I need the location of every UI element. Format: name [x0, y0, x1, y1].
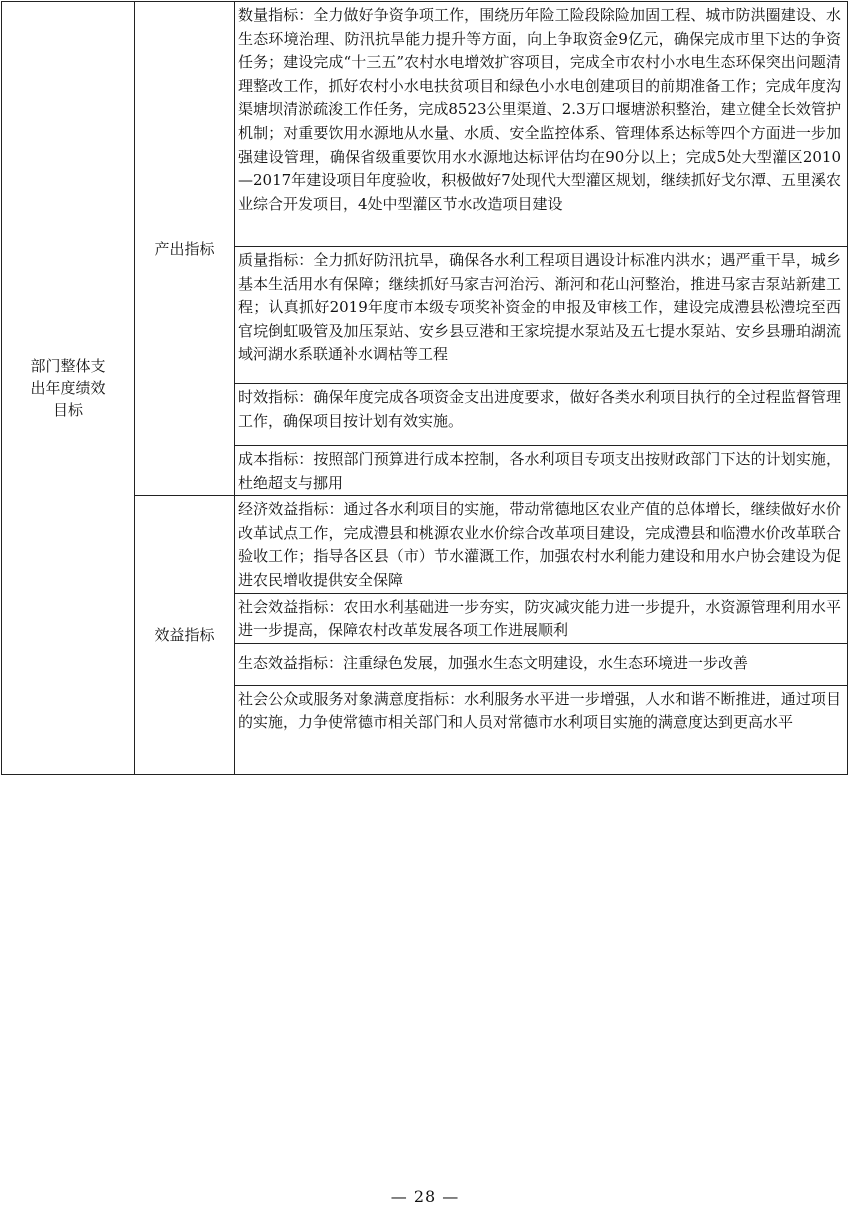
category-label: 部门整体支出年度绩效目标 [30, 356, 106, 419]
group-benefit-cell [135, 496, 235, 775]
category-cell [2, 2, 135, 775]
performance-goals-table [1, 1, 848, 775]
indicator-ecological-benefit: 生态效益指标：注重绿色发展，加强水生态文明建设，水生态环境进一步改善 [235, 643, 848, 685]
indicator-timeliness: 时效指标：确保年度完成各项资金支出进度要求，做好各类水利项目执行的全过程监督管理工作，确保项目按计划有效实施。 [235, 384, 848, 446]
group-output-label: 产出指标 [154, 240, 215, 259]
indicator-quality: 质量指标：全力抓好防汛抗旱，确保各水利工程项目遇设计标准内洪水；遇严重干旱，城乡基本生活用水有保障；继续抓好马家吉河治污、渐河和花山河整治，推进马家吉泵站新建工程；认真抓好2019年度市本级专项奖补资金的申报及审核工作，建设完成澧县松澧垸至西官垸倒虹吸管及加压泵站、安乡县豆港和王家垸提水泵站及五七提水泵站、安乡县珊珀湖流域河湖水系联通补水调枯等工程 [235, 247, 848, 384]
group-benefit-label: 效益指标 [154, 626, 215, 645]
indicator-economic-benefit: 经济效益指标：通过各水利项目的实施，带动常德地区农业产值的总体增长，继续做好水价改革试点工作，完成澧县和桃源农业水价综合改革项目建设，完成澧县和临澧水价改革联合验收工作；指导各区县（市）节水灌溉工作，加强农村水利能力建设和用水户协会建设为促进农民增收提供安全保障 [235, 496, 848, 593]
indicator-cost: 成本指标：按照部门预算进行成本控制，各水利项目专项支出按财政部门下达的计划实施，杜绝超支与挪用 [235, 446, 848, 496]
indicator-satisfaction: 社会公众或服务对象满意度指标：水利服务水平进一步增强，人水和谐不断推进，通过项目的实施，力争使常德市相关部门和人员对常德市水利项目实施的满意度达到更高水平 [235, 685, 848, 774]
group-output-cell [135, 2, 235, 496]
indicator-quantity: 数量指标：全力做好争资争项工作，围绕历年险工险段除险加固工程、城市防洪圈建设、水生态环境治理、防汛抗旱能力提升等方面，向上争取资金9亿元，确保完成市里下达的争资任务；建设完成“十三五”农村水电增效扩容项目，完成全市农村小水电生态环保突出问题清理整改工作，抓好农村小水电扶贫项目和绿色小水电创建项目的前期准备工作；完成年度沟渠塘坝清淤疏浚工作任务，完成8523公里渠道、2.3万口堰塘淤积整治，建立健全长效管护机制；对重要饮用水源地从水量、水质、安全监控体系、管理体系达标等四个方面进一步加强建设管理，确保省级重要饮用水水源地达标评估均在90分以上；完成5处大型灌区2010—2017年建设项目年度验收，积极做好7处现代大型灌区规划，继续抓好戈尔潭、五里溪农业综合开发项目，4处中型灌区节水改造项目建设 [235, 2, 848, 247]
indicator-social-benefit: 社会效益指标：农田水利基础进一步夯实，防灾减灾能力进一步提升，水资源管理利用水平进一步提高，保障农村改革发展各项工作进展顺利 [235, 593, 848, 643]
page-number: — 28 — [390, 1187, 460, 1206]
